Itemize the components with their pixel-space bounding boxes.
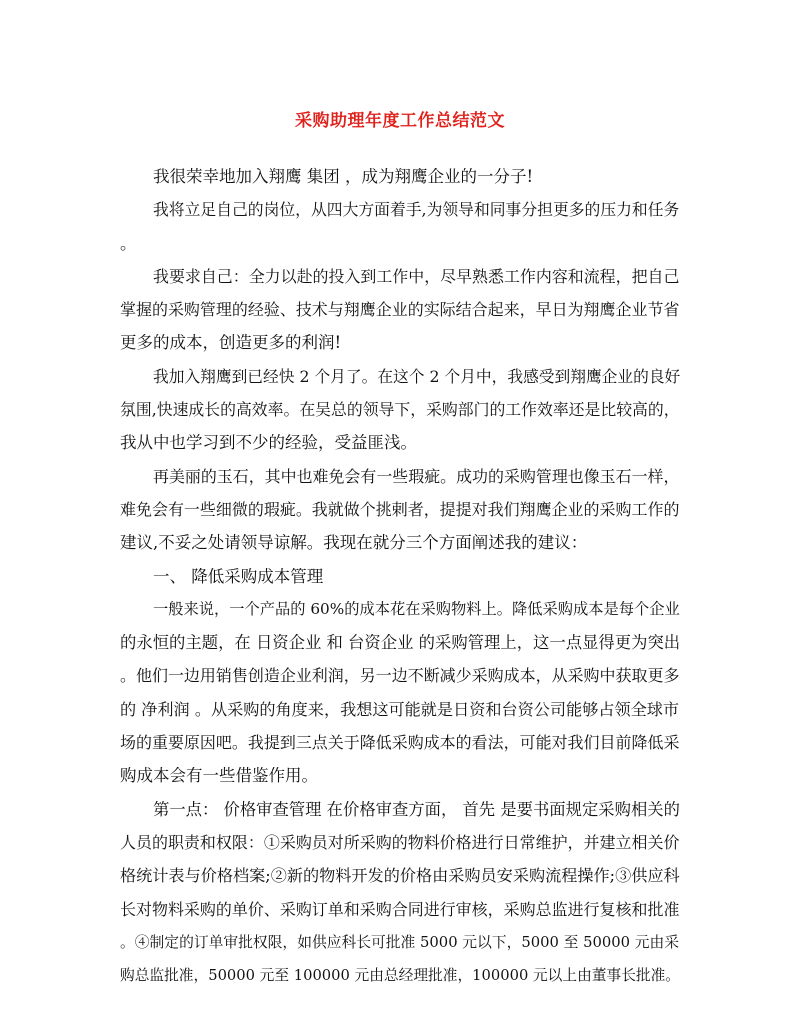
text-line: 人员的职责和权限：①采购员对所采购的物料价格进行日常维护，并建立相关价 [120, 832, 680, 852]
text-line: 我将立足自己的岗位，从四大方面着手,为领导和同事分担更多的压力和任务 [153, 200, 680, 220]
text-line: 难免会有一些细微的瑕疵。我就做个挑剌者，提提对我们翔鹰企业的采购工作的 [120, 499, 680, 519]
text-line: 更多的成本，创造更多的利润! [120, 333, 342, 353]
text-line: 。他们一边用销售创造企业利润，另一边不断减少采购成本，从采购中获取更多 [120, 666, 680, 686]
text-line: 一般来说，一个产品的 60%的成本花在采购物料上。降低采购成本是每个企业 [153, 599, 680, 618]
text-line: 再美丽的玉石，其中也难免会有一些瑕疵。成功的采购管理也像玉石一样， [153, 466, 680, 486]
text-line: 一、 降低采购成本管理 [153, 566, 324, 586]
text-line: 格统计表与价格档案;②新的物料开发的价格由采购员安采购流程操作;③供应科 [120, 866, 680, 886]
text-line: 建议,不妥之处请领导谅解。我现在就分三个方面阐述我的建议： [120, 533, 588, 553]
text-line: 掌握的采购管理的经验、技术与翔鹰企业的实际结合起来，早日为翔鹰企业节省 [120, 300, 680, 320]
text-line: 。 [120, 233, 137, 253]
text-line: 购总监批准，50000 元至 100000 元由总经理批准，100000 元以上由董事长批准。 [120, 967, 681, 985]
text-line: 的 净利润 。从采购的角度来，我想这可能就是日资和台资公司能够占领全球市 [120, 699, 680, 719]
text-line: 我很荣幸地加入翔鹰 集团 ，成为翔鹰企业的一分子! [153, 167, 534, 186]
text-line: 。④制定的订单审批权限，如供应科长可批准 5000 元以下，5000 至 50000 元由采 [120, 933, 680, 951]
text-line: 第一点： 价格审查管理 在价格审查方面， 首先 是要书面规定采购相关的 [153, 799, 680, 819]
text-line: 长对物料采购的单价、采购订单和采购合同进行审核，采购总监进行复核和批准 [120, 899, 680, 919]
text-line: 氛围,快速成长的高效率。在吴总的领导下，采购部门的工作效率还是比较高的， [120, 400, 680, 420]
document-title: 采购助理年度工作总结范文 [295, 111, 505, 131]
text-line: 我加入翔鹰到已经快 2 个月了。在这个 2 个月中，我感受到翔鹰企业的良好 [153, 366, 681, 386]
document-body [120, 160, 680, 992]
text-line: 我要求自己：全力以赴的投入到工作中，尽早熟悉工作内容和流程，把自己 [153, 266, 680, 286]
text-line: 的永恒的主题，在 日资企业 和 台资企业 的采购管理上，这一点显得更为突出 [120, 633, 681, 653]
text-line: 场的重要原因吧。我提到三点关于降低采购成本的看法，可能对我们目前降低采 [120, 733, 680, 753]
text-line: 我从中也学习到不少的经验，受益匪浅。 [120, 433, 417, 453]
text-line: 购成本会有一些借鉴作用。 [120, 766, 318, 786]
